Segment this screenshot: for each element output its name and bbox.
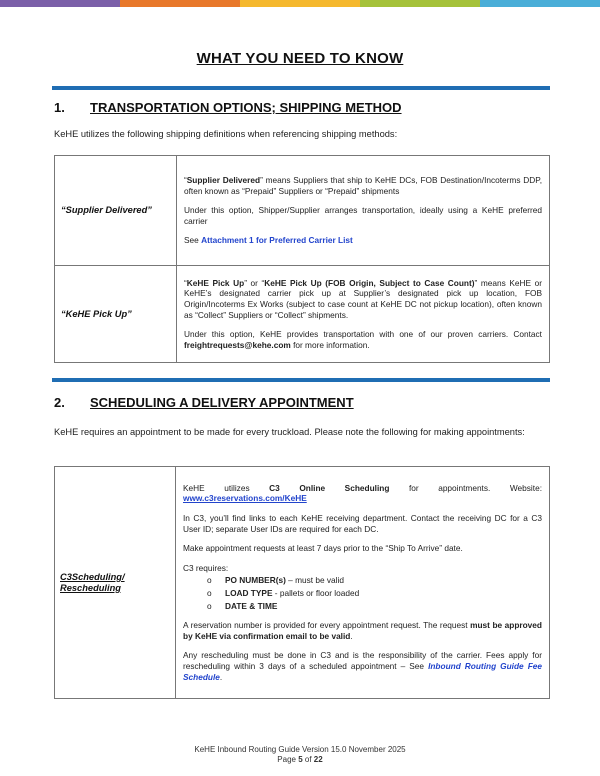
list-item <box>207 601 542 612</box>
section-1-title: TRANSPORTATION OPTIONS; SHIPPING METHOD <box>90 100 402 115</box>
requirement-term: PO NUMBER(s) <box>225 575 286 586</box>
option-suffix: for more information. <box>290 339 370 350</box>
option-paragraph <box>184 329 542 350</box>
footer-page-number <box>0 755 600 765</box>
section-1-heading <box>54 100 402 115</box>
c3-term: C3 Online Scheduling <box>269 482 390 493</box>
section-2-intro: KeHE requires an appointment to be made for every truckload. Please note the following for making appointments: <box>54 427 525 437</box>
definition-paragraph <box>184 278 542 320</box>
page-of: of <box>302 755 314 764</box>
c3-intro-prefix: KeHE utilizes <box>183 482 270 493</box>
requirement-term: LOAD TYPE <box>225 588 273 598</box>
list-item <box>207 588 542 599</box>
color-bar-blue <box>480 0 600 7</box>
c3-scheduling-content <box>176 467 550 699</box>
reference-prefix: See <box>184 235 202 246</box>
color-bar-green <box>360 0 480 7</box>
c3-intro-paragraph <box>183 483 542 504</box>
section-1-number: 1. <box>54 100 65 115</box>
reservation-paragraph <box>183 620 542 641</box>
section-2-title: SCHEDULING A DELIVERY APPOINTMENT <box>90 395 354 410</box>
bullet-icon: o <box>207 588 212 598</box>
page-current: 5 <box>298 755 303 764</box>
defined-term-alt: KeHE Pick Up (FOB Origin, Subject to Case Count) <box>264 277 475 288</box>
fee-schedule-link[interactable]: Inbound Routing Guide Fee Schedule <box>183 660 542 682</box>
table-row <box>55 266 550 363</box>
list-item <box>207 575 542 586</box>
requirement-term: DATE & TIME <box>225 600 278 611</box>
color-bar-orange <box>120 0 240 7</box>
quote-mark: “ <box>184 277 187 288</box>
rescheduling-suffix: . <box>219 671 223 682</box>
bullet-icon: o <box>207 575 212 586</box>
approval-requirement: must be approved by KeHE via confirmation email to be valid <box>183 620 542 641</box>
supplier-delivered-label: “Supplier Delivered” <box>55 156 177 266</box>
page-title: WHAT YOU NEED TO KNOW <box>196 50 404 67</box>
scheduling-table <box>54 466 550 699</box>
page-prefix: Page <box>277 755 299 764</box>
bullet-icon: o <box>207 600 212 611</box>
c3-website-link[interactable]: www.c3reservations.com/KeHE <box>183 493 307 504</box>
c3-requires-heading: C3 requires: <box>183 562 229 573</box>
freight-email[interactable]: freightrequests@kehe.com <box>184 339 291 350</box>
defined-term: KeHE Pick Up <box>186 277 245 288</box>
page-total: 22 <box>313 755 323 764</box>
option-paragraph: Under this option, Shipper/Supplier arranges transportation, ideally using a KeHE preferred carrier <box>184 205 542 226</box>
section-1-intro: KeHE utilizes the following shipping definitions when referencing shipping methods: <box>54 129 398 139</box>
c3-user-id-paragraph: In C3, you’ll find links to each KeHE receiving department. Contact the receiving DC for a C3 User ID; separate User IDs are required for each DC. <box>183 513 542 534</box>
reservation-suffix: . <box>350 630 353 641</box>
reference-paragraph <box>184 235 542 246</box>
section-1-rule <box>52 86 550 90</box>
preferred-carrier-link[interactable]: Attachment 1 for Preferred Carrier List <box>201 235 353 246</box>
header-color-bar <box>0 0 600 7</box>
rescheduling-paragraph <box>183 650 542 682</box>
color-bar-purple <box>0 0 120 7</box>
color-bar-yellow <box>240 0 360 7</box>
lead-time-paragraph: Make appointment requests at least 7 days prior to the “Ship To Arrive” date. <box>183 543 463 554</box>
kehe-pick-up-content <box>177 266 550 363</box>
table-row <box>55 156 550 266</box>
label-line-1: C3Scheduling/ <box>60 571 125 582</box>
quote-mark: “ <box>184 175 187 186</box>
section-2-rule <box>52 378 550 382</box>
requirements-list <box>183 575 542 611</box>
section-2-number: 2. <box>54 395 65 410</box>
definition-text: ” means KeHE or KeHE’s designated carrier pick up at Supplier’s designated pick up location, FOB Origin/Incoterms Ex Works (subject to case count at KeHE DC not pickup location), often known as “Collect” Suppliers or “Collect” shipments. <box>184 277 542 320</box>
quote-connector: ” or “ <box>244 277 265 288</box>
rescheduling-text: Any rescheduling must be done in C3 and is the responsibility of the carrier. Fees apply for rescheduling within 3 days of a scheduled appointment – See <box>183 650 542 671</box>
definition-text: ” means Suppliers that ship to KeHE DCs, FOB Destination/Incoterms DDP, often known as “Prepaid” Suppliers or “Prepaid” shipments <box>184 175 542 196</box>
page-footer <box>0 745 600 765</box>
kehe-pick-up-label: “KeHE Pick Up” <box>55 266 177 363</box>
table-row <box>55 467 550 699</box>
label-line-2: Rescheduling <box>60 582 121 593</box>
requirement-desc: – must be valid <box>285 575 344 586</box>
supplier-delivered-content <box>177 156 550 266</box>
section-2-heading <box>54 395 354 410</box>
c3-scheduling-label <box>55 467 176 699</box>
definition-paragraph <box>184 175 542 196</box>
option-text: Under this option, KeHE provides transportation with one of our proven carriers. Contact <box>184 329 542 340</box>
footer-version: KeHE Inbound Routing Guide Version 15.0 November 2025 <box>194 745 406 754</box>
defined-term: Supplier Delivered <box>186 175 261 186</box>
requirement-desc: - pallets or floor loaded <box>272 588 360 598</box>
reservation-text: A reservation number is provided for every appointment request. The request <box>183 620 471 631</box>
c3-intro-mid: for appointments. Website: <box>389 482 542 493</box>
shipping-definitions-table <box>54 155 550 363</box>
